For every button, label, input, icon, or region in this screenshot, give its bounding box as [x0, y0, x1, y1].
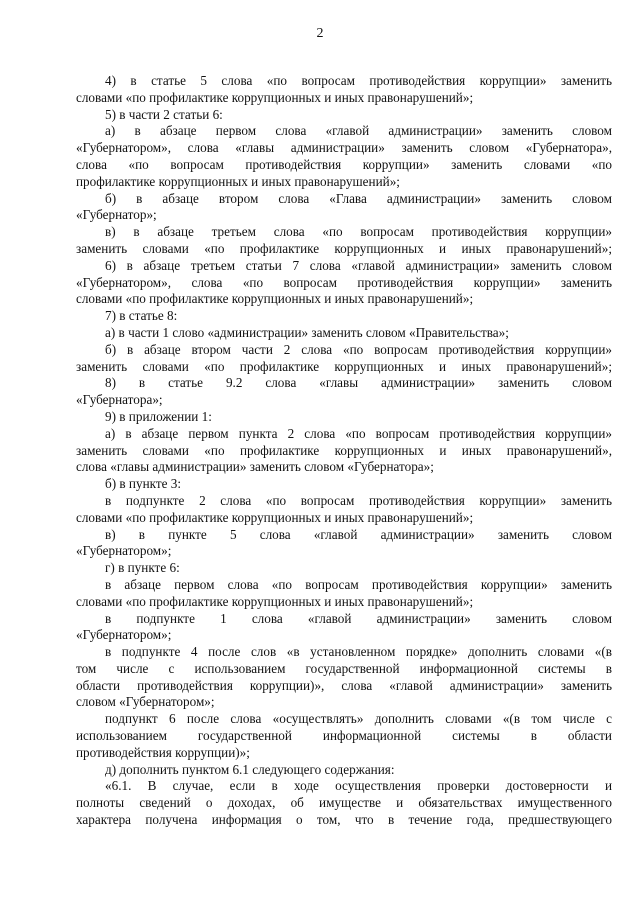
text-line: том числе с использованием государственной информационной системы в: [76, 660, 612, 676]
text-line: использованием государственной информационной системы в области: [76, 728, 612, 744]
text-line: в абзаце первом слова «по вопросам противодействия коррупции» заменить: [105, 576, 612, 592]
text-line: «Губернатором», слова «главы администрации» заменить словом «Губернатора»,: [76, 140, 612, 156]
text-line: области противодействия коррупции)», слова «главой администрации» заменить: [76, 677, 612, 693]
page-number: 2: [316, 26, 324, 41]
text-line: словами «по профилактике коррупционных и иных правонарушений»;: [76, 89, 474, 105]
text-line: в подпункте 2 слова «по вопросам противодействия коррупции» заменить: [105, 492, 612, 508]
text-line: в подпункте 1 слова «главой администрации» заменить словом: [105, 610, 612, 626]
text-line: 8) в статье 9.2 слова «главы администрации» заменить словом: [105, 375, 612, 391]
text-line: 4) в статье 5 слова «по вопросам противодействия коррупции» заменить: [105, 73, 612, 88]
text-line: 5) в части 2 статьи 6:: [105, 106, 223, 122]
text-line: словом «Губернатором»;: [76, 694, 215, 710]
text-line: «Губернатором», слова «по вопросам противодействия коррупции» заменить: [76, 274, 612, 290]
text-line: «Губернатор»;: [76, 207, 157, 223]
text-line: 7) в статье 8:: [105, 308, 178, 324]
text-line: «Губернатором»;: [76, 543, 172, 559]
text-line: профилактике коррупционных и иных правонарушений»;: [76, 173, 400, 189]
text-line: б) в пункте 3:: [105, 476, 182, 492]
text-line: заменить словами «по профилактике коррупционных и иных правонарушений»;: [76, 358, 612, 374]
text-line: заменить словами «по профилактике коррупционных и иных правонарушений»,: [76, 442, 612, 458]
text-line: противодействия коррупции)»;: [76, 744, 250, 760]
text-line: слова «по вопросам противодействия коррупции» заменить словами «по: [76, 156, 612, 172]
text-line: в подпункте 4 после слов «в установленном порядке» дополнить словами «(в: [105, 644, 612, 660]
text-line: характера получена информация о том, что в течение года, предшествующего: [76, 812, 612, 828]
text-line: слова «главы администрации» заменить словом «Губернатора»;: [76, 459, 434, 475]
document-body: [76, 73, 612, 829]
text-line: «6.1. В случае, если в ходе осуществления проверки достоверности и: [105, 778, 612, 794]
text-line: б) в абзаце втором части 2 слова «по вопросам противодействия коррупции»: [105, 341, 612, 357]
text-line: а) в абзаце первом слова «главой администрации» заменить словом: [105, 123, 612, 139]
text-line: г) в пункте 6:: [105, 560, 180, 576]
text-line: «Губернатором»;: [76, 627, 172, 643]
text-line: в) в пункте 5 слова «главой администрации» заменить словом: [105, 526, 612, 542]
text-line: д) дополнить пунктом 6.1 следующего содержания:: [105, 761, 395, 777]
text-line: в) в абзаце третьем слова «по вопросам противодействия коррупции»: [105, 224, 612, 240]
text-line: заменить словами «по профилактике коррупционных и иных правонарушений»;: [76, 240, 612, 256]
text-line: словами «по профилактике коррупционных и иных правонарушений»;: [76, 509, 474, 525]
text-line: 6) в абзаце третьем статьи 7 слова «главой администрации» заменить словом: [105, 257, 612, 273]
text-line: словами «по профилактике коррупционных и иных правонарушений»;: [76, 593, 474, 609]
text-line: 9) в приложении 1:: [105, 408, 212, 424]
text-line: словами «по профилактике коррупционных и иных правонарушений»;: [76, 291, 474, 307]
text-line: а) в абзаце первом пункта 2 слова «по вопросам противодействия коррупции»: [105, 425, 612, 441]
text-line: полноты сведений о доходах, об имуществе и обязательствах имущественного: [76, 795, 612, 811]
text-line: подпункт 6 после слова «осуществлять» дополнить словами «(в том числе с: [105, 711, 612, 727]
text-line: а) в части 1 слово «администрации» заменить словом «Правительства»;: [105, 324, 509, 340]
text-line: б) в абзаце втором слова «Глава администрации» заменить словом: [105, 190, 612, 206]
text-line: «Губернатора»;: [76, 392, 163, 408]
